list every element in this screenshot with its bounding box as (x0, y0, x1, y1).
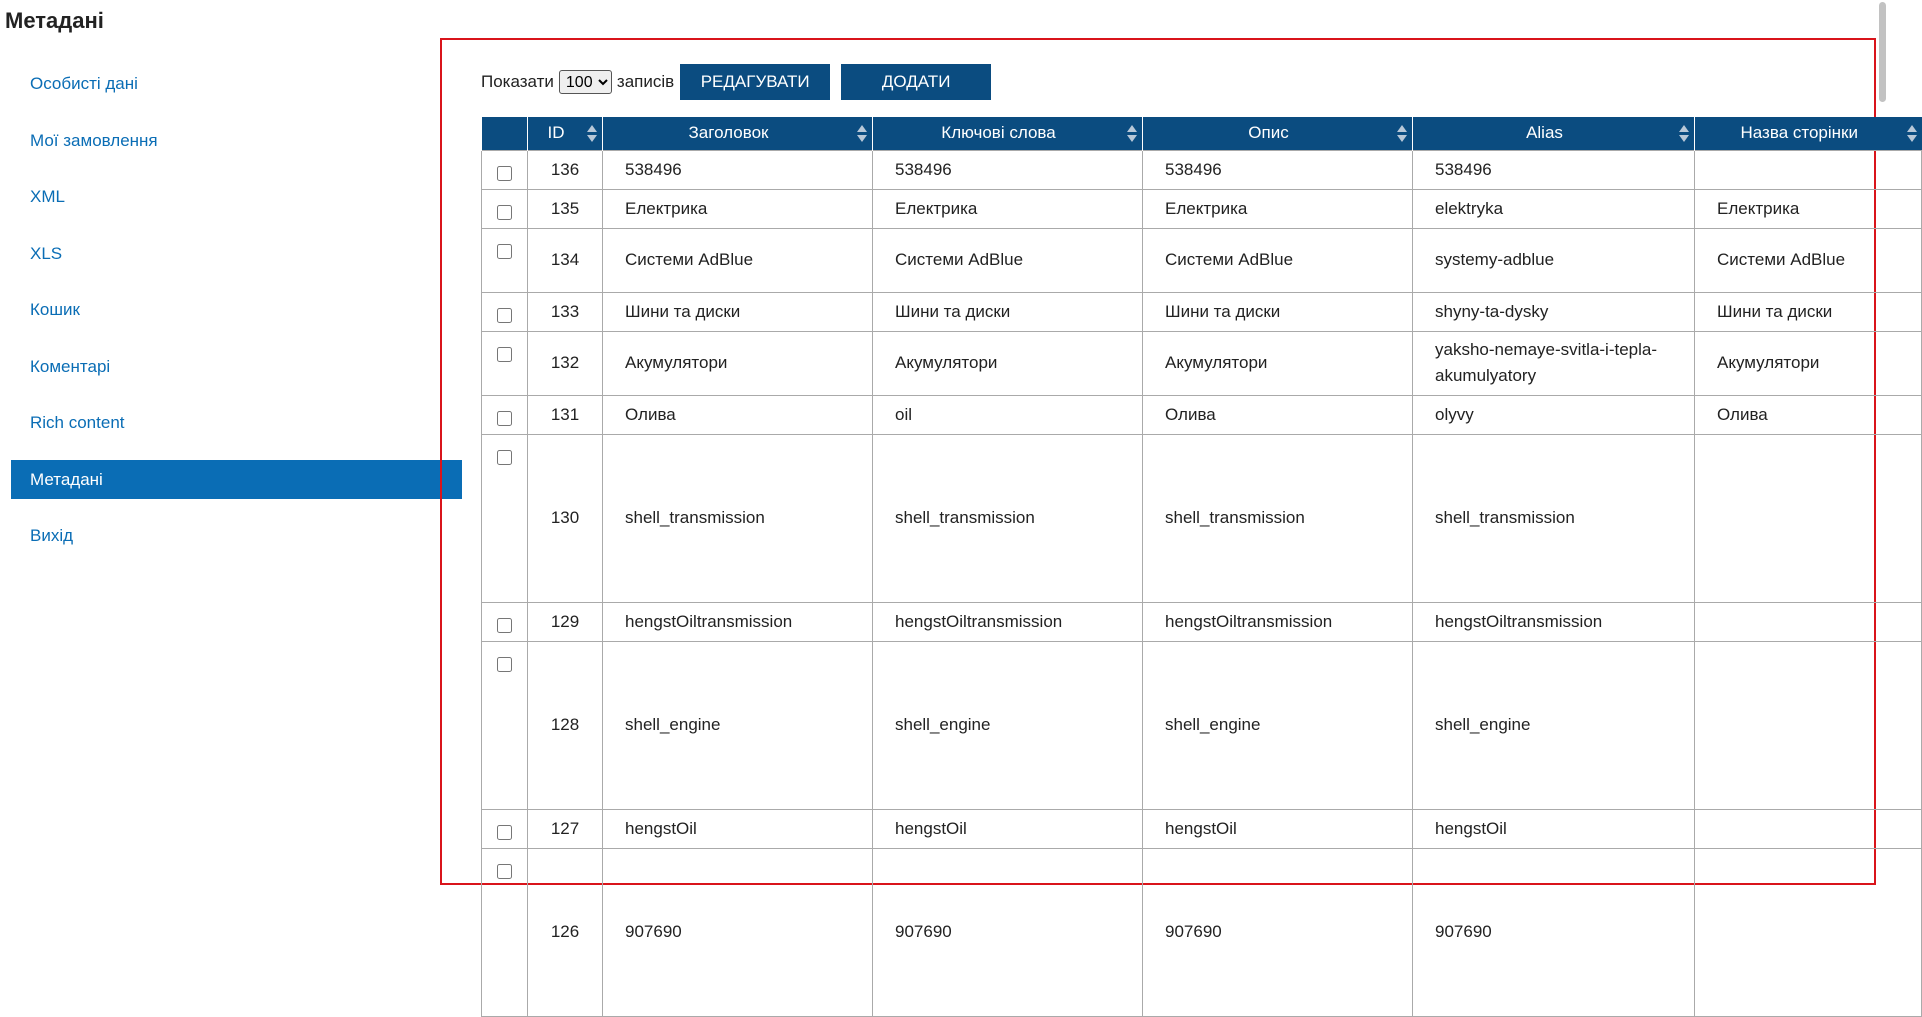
row-select-cell (482, 848, 528, 1016)
table-row (482, 331, 1922, 395)
metadata-panel (440, 38, 1876, 941)
row-checkbox[interactable] (497, 618, 512, 633)
cell-page-name (1695, 150, 1922, 189)
row-select-cell (482, 434, 528, 602)
cell-alias: systemy-adblue (1413, 228, 1695, 292)
row-select-cell (482, 292, 528, 331)
cell-title: Електрика (603, 189, 873, 228)
cell-page-name (1695, 434, 1922, 602)
cell-page-name (1695, 641, 1922, 809)
header-description[interactable] (1143, 117, 1413, 150)
sidebar-item-rich-content[interactable]: Rich content (30, 413, 125, 432)
header-label: Alias (1526, 123, 1563, 143)
cell-title: shell_engine (603, 641, 873, 809)
table-row (482, 150, 1922, 189)
table-row (482, 641, 1922, 809)
row-checkbox[interactable] (497, 244, 512, 259)
row-checkbox[interactable] (497, 205, 512, 220)
row-checkbox[interactable] (497, 411, 512, 426)
sidebar-item-logout[interactable]: Вихід (30, 526, 74, 545)
cell-alias: shell_engine (1413, 641, 1695, 809)
cell-title: 538496 (603, 150, 873, 189)
table-toolbar (481, 64, 991, 100)
cell-title: Олива (603, 395, 873, 434)
cell-title: hengstOiltransmission (603, 602, 873, 641)
sidebar-nav (11, 64, 462, 573)
row-checkbox[interactable] (497, 864, 512, 879)
row-select-cell (482, 809, 528, 848)
header-label: Назва сторінки (1740, 123, 1858, 143)
cell-keywords: 538496 (873, 150, 1143, 189)
cell-keywords: 907690 (873, 848, 1143, 1016)
sort-icon[interactable] (1397, 125, 1407, 142)
cell-page-name (1695, 602, 1922, 641)
header-page-name[interactable] (1695, 117, 1922, 150)
row-select-cell (482, 189, 528, 228)
cell-id: 127 (528, 809, 603, 848)
cell-title: Шини та диски (603, 292, 873, 331)
header-label: Опис (1248, 123, 1289, 143)
cell-keywords: oil (873, 395, 1143, 434)
cell-page-name: Акумулятори (1695, 331, 1922, 395)
table-row (482, 848, 1922, 1016)
cell-alias: olyvy (1413, 395, 1695, 434)
sort-icon[interactable] (1907, 125, 1917, 142)
cell-page-name: Системи AdBlue (1695, 228, 1922, 292)
row-checkbox[interactable] (497, 166, 512, 181)
row-select-cell (482, 331, 528, 395)
cell-alias: shyny-ta-dysky (1413, 292, 1695, 331)
cell-id: 132 (528, 331, 603, 395)
header-alias[interactable] (1413, 117, 1695, 150)
sort-icon[interactable] (1127, 125, 1137, 142)
row-checkbox[interactable] (497, 657, 512, 672)
table-row (482, 395, 1922, 434)
table-row (482, 434, 1922, 602)
sidebar-item-my-orders[interactable]: Мої замовлення (30, 130, 158, 150)
row-checkbox[interactable] (497, 825, 512, 840)
sidebar-item-xls[interactable]: XLS (30, 243, 63, 263)
cell-alias: 907690 (1413, 848, 1695, 1016)
cell-keywords: shell_transmission (873, 434, 1143, 602)
cell-description: hengstOil (1143, 809, 1413, 848)
row-select-cell (482, 228, 528, 292)
cell-keywords: Шини та диски (873, 292, 1143, 331)
cell-keywords: hengstOiltransmission (873, 602, 1143, 641)
page-size-select[interactable] (559, 70, 612, 94)
cell-page-name: Шини та диски (1695, 292, 1922, 331)
page-title: Метадані (5, 8, 104, 33)
cell-page-name: Олива (1695, 395, 1922, 434)
cell-description: 538496 (1143, 150, 1413, 189)
table-row (482, 189, 1922, 228)
cell-keywords: hengstOil (873, 809, 1143, 848)
cell-description: hengstOiltransmission (1143, 602, 1413, 641)
cell-description: shell_transmission (1143, 434, 1413, 602)
sidebar-item-comments[interactable]: Коментарі (30, 356, 111, 376)
header-label: Ключові слова (941, 123, 1056, 143)
cell-id: 129 (528, 602, 603, 641)
row-select-cell (482, 641, 528, 809)
metadata-table (481, 117, 1922, 1017)
header-select-column (482, 117, 528, 150)
table-row (482, 292, 1922, 331)
cell-id: 131 (528, 395, 603, 434)
cell-page-name (1695, 809, 1922, 848)
cell-keywords: Системи AdBlue (873, 228, 1143, 292)
cell-title: shell_transmission (603, 434, 873, 602)
table-row (482, 809, 1922, 848)
cell-id: 126 (528, 848, 603, 1016)
cell-id: 136 (528, 150, 603, 189)
cell-keywords: Акумулятори (873, 331, 1143, 395)
cell-keywords: Електрика (873, 189, 1143, 228)
row-checkbox[interactable] (497, 308, 512, 323)
cell-keywords: shell_engine (873, 641, 1143, 809)
cell-description: 907690 (1143, 848, 1413, 1016)
row-checkbox[interactable] (497, 347, 512, 362)
cell-description: Олива (1143, 395, 1413, 434)
table-row (482, 602, 1922, 641)
header-id[interactable] (528, 117, 603, 150)
page-scrollbar[interactable] (1879, 2, 1886, 102)
cell-id: 134 (528, 228, 603, 292)
cell-description: Акумулятори (1143, 331, 1413, 395)
records-label: записів (616, 72, 675, 91)
cell-description: shell_engine (1143, 641, 1413, 809)
cell-title: Акумулятори (603, 331, 873, 395)
cell-description: Системи AdBlue (1143, 228, 1413, 292)
row-select-cell (482, 602, 528, 641)
sort-icon[interactable] (587, 125, 597, 142)
row-checkbox[interactable] (497, 450, 512, 465)
cell-id: 130 (528, 434, 603, 602)
sort-icon[interactable] (1679, 125, 1689, 142)
sort-icon[interactable] (857, 125, 867, 142)
cell-title: hengstOil (603, 809, 873, 848)
cell-alias: 538496 (1413, 150, 1695, 189)
cell-alias: hengstOiltransmission (1413, 602, 1695, 641)
sidebar-item-metadata[interactable]: Метадані (11, 460, 462, 499)
show-label: Показати (481, 72, 554, 91)
cell-title: 907690 (603, 848, 873, 1016)
cell-alias: shell_transmission (1413, 434, 1695, 602)
cell-id: 135 (528, 189, 603, 228)
header-title[interactable] (603, 117, 873, 150)
cell-title: Системи AdBlue (603, 228, 873, 292)
cell-page-name: Електрика (1695, 189, 1922, 228)
row-select-cell (482, 150, 528, 189)
cell-alias: hengstOil (1413, 809, 1695, 848)
table-row (482, 228, 1922, 292)
header-label: Заголовок (688, 123, 769, 143)
row-select-cell (482, 395, 528, 434)
sidebar-item-personal-data[interactable]: Особисті дані (30, 74, 138, 93)
cell-description: Електрика (1143, 189, 1413, 228)
header-label: ID (547, 123, 565, 143)
cell-alias: yaksho-nemaye-svitla-i-tepla-akumulyatory (1413, 331, 1695, 395)
metadata-table-container (481, 117, 1858, 941)
sidebar-item-cart[interactable]: Кошик (30, 300, 80, 319)
edit-button[interactable]: РЕДАГУВАТИ (680, 64, 830, 100)
add-button[interactable]: ДОДАТИ (841, 64, 991, 100)
cell-id: 133 (528, 292, 603, 331)
header-keywords[interactable] (873, 117, 1143, 150)
cell-description: Шини та диски (1143, 292, 1413, 331)
cell-page-name (1695, 848, 1922, 1016)
cell-alias: elektryka (1413, 189, 1695, 228)
cell-id: 128 (528, 641, 603, 809)
sidebar-item-xml[interactable]: XML (30, 187, 65, 206)
table-header-row (482, 117, 1922, 150)
